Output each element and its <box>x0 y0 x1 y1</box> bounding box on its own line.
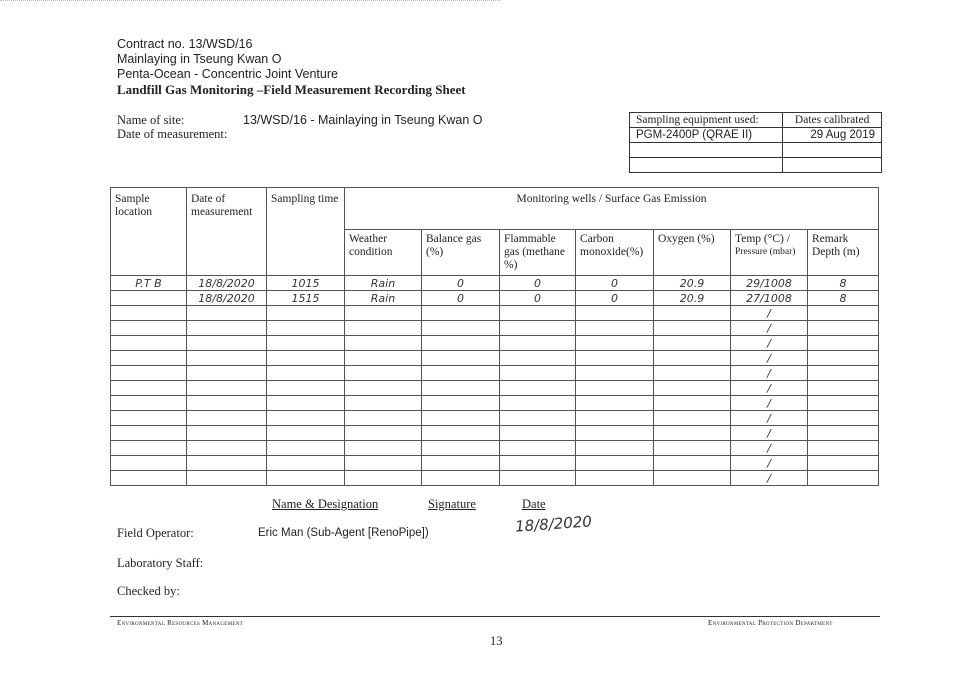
depth-cell <box>808 366 879 381</box>
carbon-monoxide-header: Carbon monoxide(%) <box>576 230 654 276</box>
oxygen-cell <box>654 321 731 336</box>
carbon-monoxide-cell <box>576 441 654 456</box>
sheet-title: Landfill Gas Monitoring –Field Measurement Recording Sheet <box>117 82 466 97</box>
oxygen-cell <box>654 396 731 411</box>
footer-left-text: Environmental Resources Management <box>117 619 243 627</box>
contract-number: Contract no. 13/WSD/16 <box>117 37 253 51</box>
weather-cell: Rain <box>345 291 422 306</box>
date-of-measurement-label: Date of measurement: <box>117 127 228 141</box>
carbon-monoxide-cell <box>576 336 654 351</box>
balance-gas-cell <box>422 306 500 321</box>
pressure-header: Pressure (mbar) <box>735 247 796 257</box>
weather-cell <box>345 351 422 366</box>
oxygen-cell <box>654 351 731 366</box>
lab-staff-label: Laboratory Staff: <box>117 556 204 570</box>
weather-cell <box>345 366 422 381</box>
depth-cell <box>808 396 879 411</box>
depth-cell <box>808 411 879 426</box>
table-row <box>111 381 879 396</box>
checked-by-label: Checked by: <box>117 584 180 598</box>
table-row <box>111 471 879 486</box>
sample-location-cell <box>111 426 187 441</box>
table-row <box>111 336 879 351</box>
time-cell <box>267 381 345 396</box>
time-cell <box>267 396 345 411</box>
depth-cell <box>808 381 879 396</box>
weather-cell <box>345 471 422 486</box>
site-name-label: Name of site: <box>117 113 185 127</box>
oxygen-cell <box>654 336 731 351</box>
balance-gas-cell: 0 <box>422 276 500 291</box>
carbon-monoxide-cell <box>576 381 654 396</box>
oxygen-cell <box>654 471 731 486</box>
oxygen-cell <box>654 411 731 426</box>
weather-cell <box>345 306 422 321</box>
date-cell <box>187 456 267 471</box>
table-row <box>111 456 879 471</box>
scan-artifact-line <box>0 0 500 3</box>
time-cell <box>267 471 345 486</box>
sampling-time-header: Sampling time <box>267 188 345 276</box>
date-cell <box>187 366 267 381</box>
sample-location-cell <box>111 441 187 456</box>
sample-location-cell <box>111 471 187 486</box>
project-name: Mainlaying in Tseung Kwan O <box>117 52 282 66</box>
flammable-gas-cell: 0 <box>500 276 576 291</box>
temp-pressure-cell: 29/1008 <box>731 276 808 291</box>
table-row <box>111 306 879 321</box>
time-cell <box>267 426 345 441</box>
carbon-monoxide-cell <box>576 411 654 426</box>
balance-gas-cell <box>422 456 500 471</box>
weather-cell <box>345 456 422 471</box>
field-operator-date: 18/8/2020 <box>514 512 593 536</box>
flammable-gas-cell: 0 <box>500 291 576 306</box>
depth-cell <box>808 336 879 351</box>
time-cell <box>267 366 345 381</box>
temp-pressure-header <box>731 230 808 276</box>
temp-pressure-cell: / <box>731 366 808 381</box>
time-cell <box>267 456 345 471</box>
balance-gas-cell <box>422 396 500 411</box>
sample-location-cell <box>111 381 187 396</box>
weather-cell <box>345 396 422 411</box>
flammable-gas-cell <box>500 471 576 486</box>
oxygen-cell <box>654 366 731 381</box>
equipment-name <box>630 143 783 158</box>
date-cell <box>187 321 267 336</box>
table-row <box>111 441 879 456</box>
sample-location-cell: P.T B <box>111 276 187 291</box>
equipment-name: PGM-2400P (QRAE II) <box>630 128 783 143</box>
calibration-date: 29 Aug 2019 <box>783 128 882 143</box>
date-header-signoff: Date <box>522 497 546 511</box>
flammable-gas-cell <box>500 426 576 441</box>
flammable-gas-cell <box>500 306 576 321</box>
sample-location-cell <box>111 396 187 411</box>
flammable-gas-cell <box>500 366 576 381</box>
oxygen-cell <box>654 381 731 396</box>
weather-cell <box>345 411 422 426</box>
sample-location-cell <box>111 411 187 426</box>
weather-cell <box>345 321 422 336</box>
table-row <box>111 276 879 291</box>
time-cell <box>267 351 345 366</box>
balance-gas-cell: 0 <box>422 291 500 306</box>
oxygen-cell <box>654 306 731 321</box>
balance-gas-cell <box>422 411 500 426</box>
balance-gas-cell <box>422 366 500 381</box>
depth-cell <box>808 321 879 336</box>
flammable-gas-cell <box>500 441 576 456</box>
carbon-monoxide-cell: 0 <box>576 276 654 291</box>
weather-cell: Rain <box>345 276 422 291</box>
temp-pressure-cell: / <box>731 471 808 486</box>
balance-gas-cell <box>422 336 500 351</box>
equipment-row <box>630 143 882 158</box>
depth-cell <box>808 456 879 471</box>
balance-gas-header: Balance gas (%) <box>422 230 500 276</box>
time-cell: 1515 <box>267 291 345 306</box>
table-row <box>111 291 879 306</box>
page-number: 13 <box>490 634 503 648</box>
remark-depth-header <box>808 230 879 276</box>
table-body <box>111 276 879 486</box>
flammable-gas-cell <box>500 396 576 411</box>
contractor-name: Penta-Ocean - Concentric Joint Venture <box>117 67 338 81</box>
time-cell <box>267 336 345 351</box>
time-cell <box>267 306 345 321</box>
date-cell <box>187 471 267 486</box>
equipment-row <box>630 128 882 143</box>
carbon-monoxide-cell <box>576 366 654 381</box>
calibration-date <box>783 143 882 158</box>
temp-pressure-cell: 27/1008 <box>731 291 808 306</box>
balance-gas-cell <box>422 321 500 336</box>
temp-pressure-cell: / <box>731 456 808 471</box>
carbon-monoxide-cell <box>576 351 654 366</box>
table-row <box>111 366 879 381</box>
temp-pressure-cell: / <box>731 411 808 426</box>
temp-pressure-cell: / <box>731 381 808 396</box>
temp-pressure-cell: / <box>731 396 808 411</box>
name-designation-header: Name & Designation <box>272 497 379 511</box>
temp-pressure-cell: / <box>731 441 808 456</box>
oxygen-cell: 20.9 <box>654 276 731 291</box>
carbon-monoxide-cell <box>576 321 654 336</box>
temp-pressure-cell: / <box>731 336 808 351</box>
weather-cell <box>345 426 422 441</box>
flammable-gas-header: Flammable gas (methane %) <box>500 230 576 276</box>
date-cell <box>187 411 267 426</box>
flammable-gas-cell <box>500 336 576 351</box>
calibrated-header: Dates calibrated <box>783 113 882 128</box>
weather-cell <box>345 441 422 456</box>
carbon-monoxide-cell <box>576 456 654 471</box>
oxygen-header: Oxygen (%) <box>654 230 731 276</box>
depth-cell: 8 <box>808 276 879 291</box>
date-cell <box>187 396 267 411</box>
time-cell <box>267 411 345 426</box>
site-name-value: 13/WSD/16 - Mainlaying in Tseung Kwan O <box>243 113 483 127</box>
signature-header: Signature <box>428 497 476 511</box>
equipment-header-row <box>630 113 882 128</box>
flammable-gas-cell <box>500 351 576 366</box>
date-cell <box>187 426 267 441</box>
flammable-gas-cell <box>500 456 576 471</box>
sample-location-cell <box>111 351 187 366</box>
weather-header: Weather condition <box>345 230 422 276</box>
oxygen-cell <box>654 441 731 456</box>
flammable-gas-cell <box>500 321 576 336</box>
balance-gas-cell <box>422 381 500 396</box>
oxygen-cell: 20.9 <box>654 291 731 306</box>
time-cell <box>267 441 345 456</box>
depth-cell <box>808 426 879 441</box>
balance-gas-cell <box>422 351 500 366</box>
depth-cell <box>808 306 879 321</box>
sample-location-cell <box>111 321 187 336</box>
date-cell: 18/8/2020 <box>187 291 267 306</box>
weather-cell <box>345 336 422 351</box>
date-cell <box>187 336 267 351</box>
balance-gas-cell <box>422 426 500 441</box>
monitoring-group-header: Monitoring wells / Surface Gas Emission <box>345 188 879 230</box>
remark-header: Remark <box>812 233 849 245</box>
footer-right-text: Environmental Protection Department <box>708 619 833 627</box>
oxygen-cell <box>654 426 731 441</box>
carbon-monoxide-cell <box>576 396 654 411</box>
weather-cell <box>345 381 422 396</box>
equipment-header: Sampling equipment used: <box>630 113 783 128</box>
temp-pressure-cell: / <box>731 426 808 441</box>
depth-cell: 8 <box>808 291 879 306</box>
calibration-date <box>783 158 882 173</box>
temp-pressure-cell: / <box>731 306 808 321</box>
sample-location-cell <box>111 366 187 381</box>
temp-header: Temp (°C) / <box>735 233 790 245</box>
sample-location-cell <box>111 336 187 351</box>
date-cell <box>187 306 267 321</box>
date-header: Date of measurement <box>187 188 267 276</box>
date-cell <box>187 381 267 396</box>
table-header-row <box>111 188 879 230</box>
date-cell: 18/8/2020 <box>187 276 267 291</box>
depth-cell <box>808 441 879 456</box>
sample-location-cell <box>111 291 187 306</box>
equipment-row <box>630 158 882 173</box>
temp-pressure-cell: / <box>731 351 808 366</box>
oxygen-cell <box>654 456 731 471</box>
equipment-name <box>630 158 783 173</box>
depth-cell <box>808 351 879 366</box>
table-row <box>111 411 879 426</box>
table-row <box>111 426 879 441</box>
carbon-monoxide-cell <box>576 471 654 486</box>
field-operator-name: Eric Man (Sub-Agent [RenoPipe]) <box>258 527 429 539</box>
document-header <box>117 37 466 97</box>
table-row <box>111 321 879 336</box>
footer-divider <box>110 616 880 617</box>
date-cell <box>187 351 267 366</box>
table-row <box>111 351 879 366</box>
balance-gas-cell <box>422 441 500 456</box>
sample-location-header: Sample location <box>111 188 187 276</box>
carbon-monoxide-cell <box>576 306 654 321</box>
depth-header: Depth (m) <box>812 246 860 258</box>
date-cell <box>187 441 267 456</box>
flammable-gas-cell <box>500 411 576 426</box>
time-cell: 1015 <box>267 276 345 291</box>
carbon-monoxide-cell: 0 <box>576 291 654 306</box>
depth-cell <box>808 471 879 486</box>
sample-location-cell <box>111 456 187 471</box>
field-operator-label: Field Operator: <box>117 526 194 540</box>
measurement-table <box>110 187 879 486</box>
flammable-gas-cell <box>500 381 576 396</box>
temp-pressure-cell: / <box>731 321 808 336</box>
sample-location-cell <box>111 306 187 321</box>
carbon-monoxide-cell <box>576 426 654 441</box>
balance-gas-cell <box>422 471 500 486</box>
time-cell <box>267 321 345 336</box>
equipment-table <box>629 112 882 173</box>
table-row <box>111 396 879 411</box>
